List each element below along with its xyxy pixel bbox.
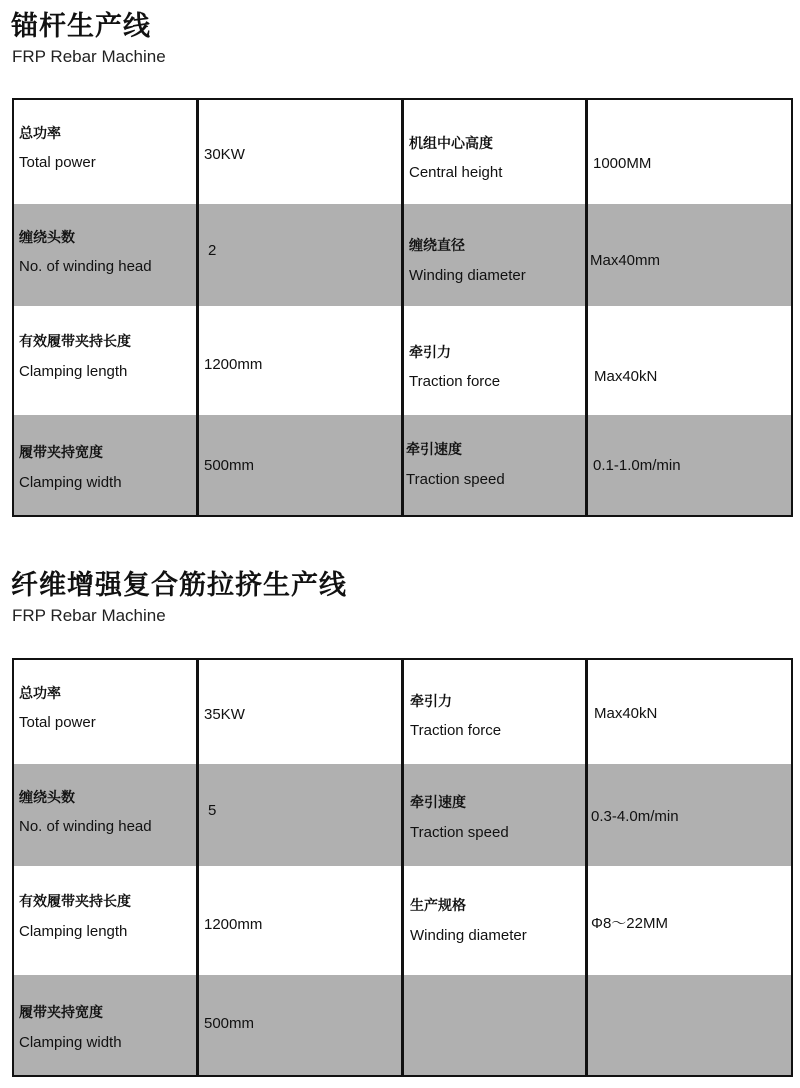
label-cell [404,415,585,515]
label-cell [404,764,585,866]
value-text: Φ8～22MM [591,915,668,932]
value-cell [587,204,791,306]
label-en: Traction speed [410,824,509,841]
label-en: Central height [409,164,503,181]
column-divider [401,100,404,515]
value-text: Max40kN [594,368,658,385]
value-cell [587,415,791,515]
label-cn: 缠绕头数 [19,790,75,806]
label-cell [404,204,585,306]
value-cell [198,204,401,306]
label-en: Traction force [409,373,501,390]
label-cell [14,204,196,306]
label-cn: 履带夹持宽度 [19,445,103,461]
value-cell [587,306,791,415]
label-en: Total power [19,154,96,171]
value-text: Max40mm [590,252,661,269]
value-text: 5 [208,802,217,819]
label-cn: 机组中心高度 [409,136,493,152]
value-cell [198,660,401,764]
label-cn: 缠绕直径 [409,238,465,254]
label-cell [404,975,585,1075]
label-en: Traction speed [406,471,505,488]
label-en: Traction force [410,722,502,739]
value-text: Max40kN [594,705,658,722]
label-cn: 牵引速度 [406,442,462,458]
spec-table-2 [12,658,793,1077]
label-cell [14,100,196,204]
section1-title-en: FRP Rebar Machine [12,47,166,66]
column-divider [196,660,199,1075]
value-cell [198,415,401,515]
value-text: 1200mm [204,356,263,373]
label-en: Clamping length [19,923,128,940]
value-cell [198,866,401,975]
label-en: Winding diameter [409,267,526,284]
value-text: 30KW [204,146,245,163]
column-divider [585,660,588,1075]
label-cell [14,660,196,764]
label-en: No. of winding head [19,258,152,275]
value-text: 35KW [204,706,245,723]
label-cn: 生产规格 [410,898,466,914]
value-text: 500mm [204,1015,255,1032]
label-cell [14,764,196,866]
label-cn: 牵引速度 [410,795,466,811]
label-en: Winding diameter [410,927,527,944]
label-cell [404,660,585,764]
value-cell [198,306,401,415]
spec-table-1 [12,98,793,517]
value-text: 500mm [204,457,255,474]
label-cn: 有效履带夹持长度 [19,894,131,910]
label-cell [14,866,196,975]
label-en: No. of winding head [19,818,152,835]
value-cell [587,660,791,764]
label-cn: 有效履带夹持长度 [19,334,131,350]
value-cell [587,866,791,975]
value-text: 1000MM [593,155,652,172]
label-cn: 牵引力 [410,694,452,710]
value-cell [587,975,791,1075]
label-cn: 牵引力 [409,345,451,361]
label-en: Clamping width [19,1034,122,1051]
label-cn: 履带夹持宽度 [19,1005,103,1021]
label-cell [404,100,585,204]
label-en: Clamping width [19,474,122,491]
value-cell [198,100,401,204]
value-text: 0.1-1.0m/min [593,457,681,474]
value-text: 1200mm [204,916,263,933]
label-cell [14,306,196,415]
label-cn: 总功率 [19,126,61,142]
column-divider [401,660,404,1075]
label-cell [14,975,196,1075]
section2-title-en: FRP Rebar Machine [12,606,166,625]
value-cell [198,975,401,1075]
section2-title-cn: 纤维增强复合筋拉挤生产线 [11,570,347,601]
column-divider [196,100,199,515]
label-cell [404,306,585,415]
value-cell [587,764,791,866]
label-cell [404,866,585,975]
value-cell [198,764,401,866]
value-text: 0.3-4.0m/min [591,808,679,825]
label-cn: 缠绕头数 [19,230,75,246]
label-en: Clamping length [19,363,128,380]
value-cell [587,100,791,204]
label-cn: 总功率 [19,686,61,702]
value-text: 2 [208,242,217,259]
section1-title-cn: 锚杆生产线 [11,11,151,42]
column-divider [585,100,588,515]
label-en: Total power [19,714,96,731]
label-cell [14,415,196,515]
